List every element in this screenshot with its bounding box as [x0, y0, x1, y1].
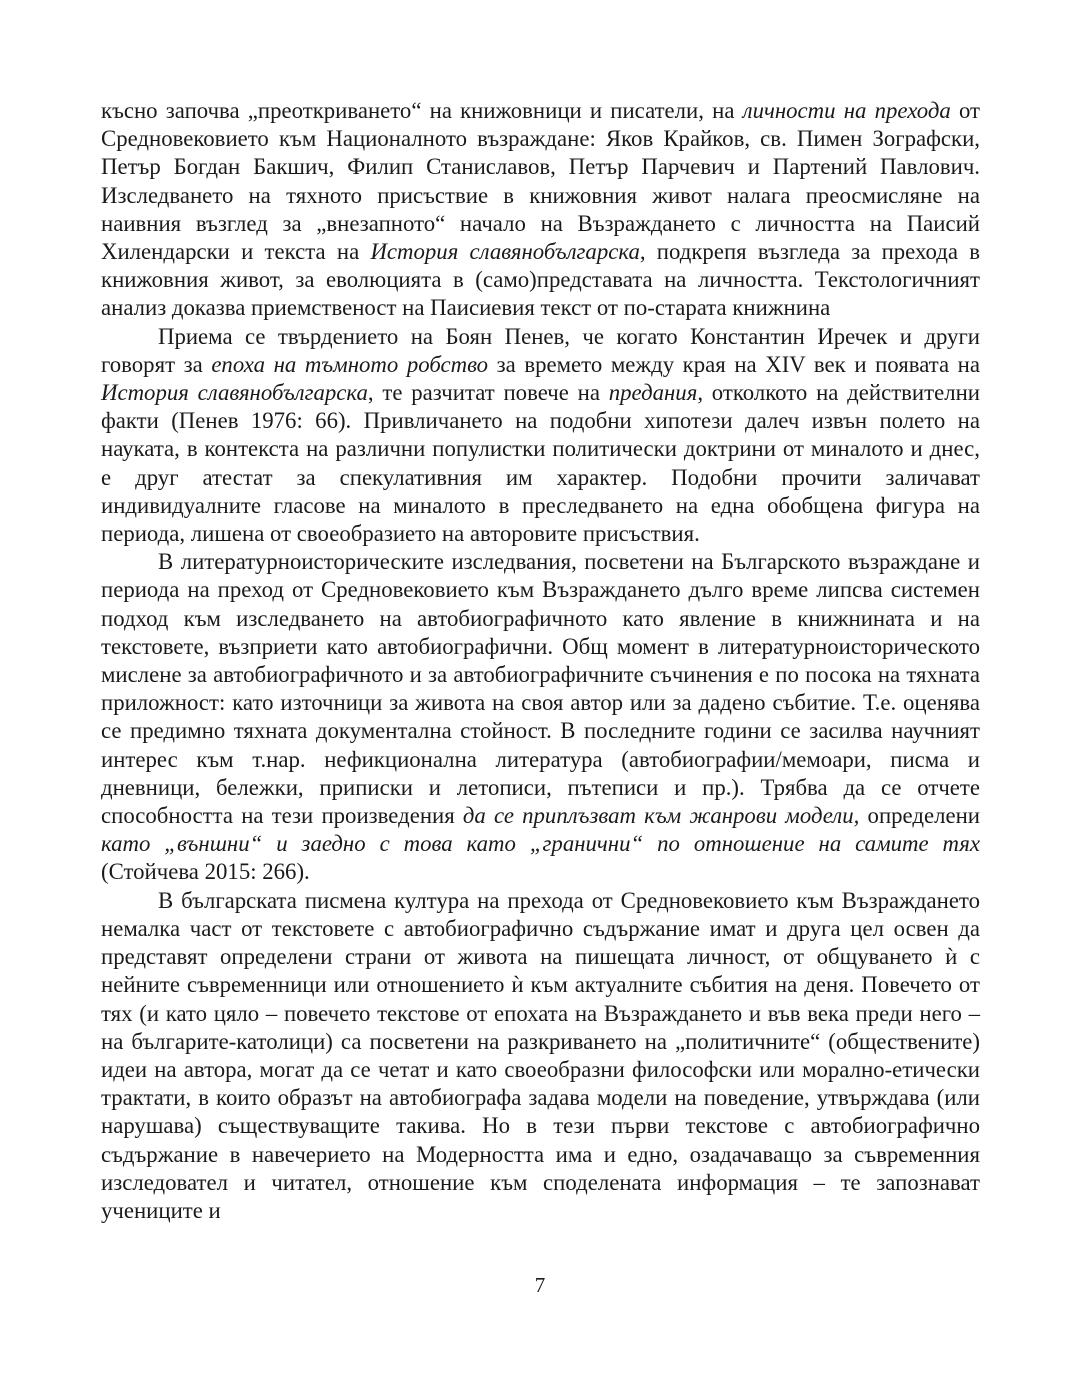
- paragraph: В българската писмена култура на прехода от Средновековието към Възраждането немалка част от текстовете с автобиографично съдържание имат и друга цел освен да представят определени страни от живота на пишещата личност, от общуването ѝ с нейните съвременници или отношението ѝ към актуалните събития на деня. Повечето от тях (и като цяло – повечето текстове от епохата на Възраждането и във века преди него – на българите-католици) са посветени на разкриването на „политичните“ (обществените) идеи на автора, могат да се четат и като своеобразни философски или морално-етически трактати, в които образът на автобиографа задава модели на поведение, утвърждава (или нарушава) съществуващите такива. Но в тези първи текстове с автобиографично съдържание в навечерието на Модерността има и едно, озадачаващо за съвременния изследовател и читател, отношение към споделената информация – те запознават учениците и: [101, 887, 980, 1223]
- paragraph-continuation: късно започва „преоткриването“ на книжовници и писатели, на личности на прехода от Средновековието към Националното възраждане: Яков Крайков, св. Пимен Зографски, Петър Богдан Бакшич, Филип Станиславов, Петър Парчевич и Партений Павлович. Изследването на тяхното присъствие в книжовния живот налага преосмисляне на наивния възглед за „внезапното“ начало на Възраждането с личността на Паисий Хилендарски и текста на История славянобългарска, подкрепя възгледа за прехода в книжовния живот, за еволюцията в (само)представата на личността. Текстологичният анализ доказва приемственост на Паисиевия текст от по-старата книжнина: [101, 98, 981, 321]
- emphasis-title: История славянобългарска: [370, 239, 640, 265]
- emphasis-quote: като „външни“ и заедно с това като „гранични“ по отношение на самите тях: [101, 831, 980, 857]
- emphasis-title: История славянобългарска: [101, 380, 368, 406]
- paragraph: Приема се твърдението на Боян Пенев, че когато Константин Иречек и други говорят за епоха на тъмното робство за времето между края на XIV век и появата на История славянобългарска, те разчитат повече на предания, отколкото на действителни факти (Пенев 1976: 66). Привличането на подобни хипотези далеч извън полето на науката, в контекста на различни популистки политически доктрини от миналото и днес, е друг атестат за спекулативния им характер. Подобни прочити заличават индивидуалните гласове на миналото в преследването на една обобщена фигура на периода, лишена от своеобразието на авторовите присъствия.: [101, 323, 980, 547]
- emphasis-term: предания: [608, 380, 698, 406]
- paragraph: В литературноисторическите изследвания, посветени на Българското възраждане и периода на преход от Средновековието към Възраждането дълго време липсва системен подход към изследването на автобиографичното като явление в книжнината и на текстовете, възприети като автобиографични. Общ момент в литературноисторическото мислене за автобиографичното и за автобиографичните съчинения е по посока на тяхната приложност: като източници за живота на своя автор или за дадено събитие. Т.е. оценява се предимно тяхната документална стойност. В последните години се засилва научният интерес към т.нар. нефикционална литература (автобиографии/мемоари, писма и дневници, бележки, приписки и летописи, пътеписи и пр.). Трябва да се отчете способността на тези произведения да се приплъзват към жанрови модели, определени като „външни“ и заедно с това като „гранични“ по отношение на самите тях (Стойчева 2015: 266).: [101, 549, 980, 885]
- emphasis-quote: да се приплъзват към жанрови модели,: [462, 803, 860, 829]
- emphasis-transition-personalities: личности на прехода: [742, 98, 951, 123]
- page-number: 7: [534, 1273, 546, 1297]
- document-body: [101, 97, 980, 1225]
- emphasis-term: епоха на тъмното робство: [211, 351, 489, 377]
